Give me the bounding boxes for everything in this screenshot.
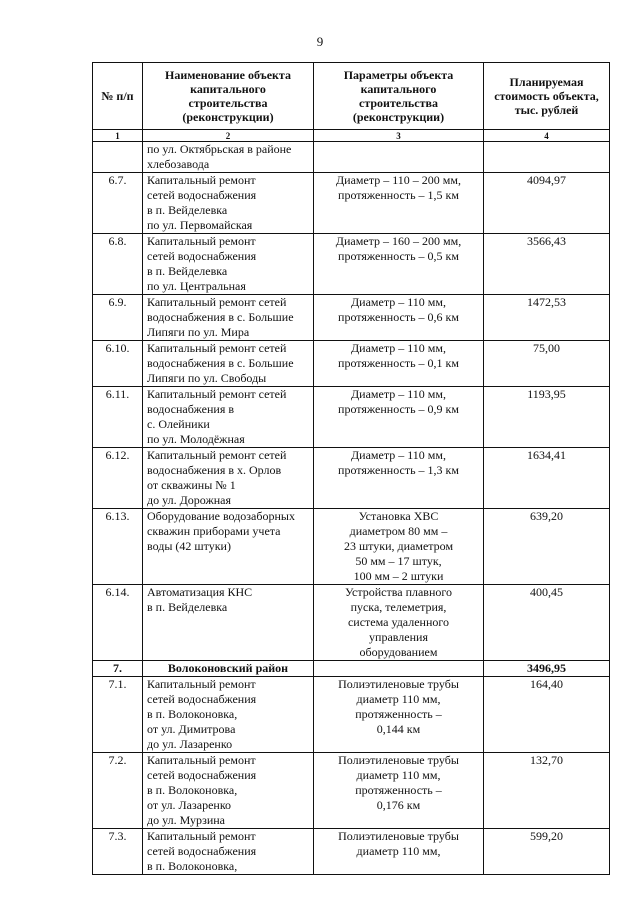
text-line: Планируемая [509, 75, 584, 89]
text-line: диаметром 80 мм – [349, 524, 448, 538]
text-line: протяженность – 1,3 км [338, 463, 459, 477]
text-line: диаметр 110 мм, [356, 692, 441, 706]
text-line: по ул. Первомайская [147, 218, 253, 232]
table-row [93, 341, 610, 387]
text-line: сетей водоснабжения [147, 188, 257, 202]
row-number: 6.12. [93, 448, 143, 509]
object-parameters [314, 585, 484, 661]
page-number: 9 [316, 34, 324, 49]
object-parameters [314, 448, 484, 509]
text-line: строительства [188, 96, 268, 110]
text-line: строительства [359, 96, 438, 110]
object-name [143, 173, 314, 234]
planned-cost: 164,40 [484, 677, 610, 753]
table-row [93, 173, 610, 234]
text-line: 0,176 км [376, 798, 421, 812]
table-row [93, 509, 610, 585]
text-line: Волоконовский район [167, 661, 289, 675]
object-parameters [314, 142, 484, 173]
text-line: Полиэтиленовые трубы [338, 753, 459, 767]
text-line: Диаметр – 110 – 200 мм, [336, 173, 461, 187]
text-line: Капитальный ремонт [147, 829, 256, 843]
planned-cost: 1472,53 [484, 295, 610, 341]
table-row [93, 753, 610, 829]
text-line: Капитальный ремонт сетей [147, 341, 287, 355]
text-line: капитального [190, 82, 266, 96]
text-line: воды (42 штуки) [147, 539, 231, 553]
text-line: протяженность – [355, 783, 442, 797]
row-number: 6.7. [93, 173, 143, 234]
text-line: Капитальный ремонт сетей [147, 295, 287, 309]
row-number: 6.14. [93, 585, 143, 661]
planned-cost: 1634,41 [484, 448, 610, 509]
text-line: Автоматизация КНС [147, 585, 253, 599]
text-line: с. Олейники [147, 417, 210, 431]
text-line: Диаметр – 110 мм, [351, 448, 446, 462]
column-number: 1 [93, 130, 143, 142]
row-number [93, 142, 143, 173]
object-name [143, 448, 314, 509]
text-line: сетей водоснабжения [147, 768, 257, 782]
object-name [143, 295, 314, 341]
text-line: до ул. Дорожная [147, 493, 232, 507]
text-line: протяженность – 0,6 км [338, 310, 459, 324]
text-line: пуска, телеметрия, [350, 600, 447, 614]
object-name [143, 585, 314, 661]
text-line: Капитальный ремонт [147, 677, 256, 691]
text-line: Полиэтиленовые трубы [338, 677, 459, 691]
object-parameters [314, 387, 484, 448]
planned-cost [484, 142, 610, 173]
header-num [93, 63, 143, 130]
text-line: в п. Волоконовка, [147, 859, 238, 873]
text-line: протяженность – [355, 707, 442, 721]
table-row [93, 142, 610, 173]
table-row [93, 677, 610, 753]
text-line: хлебозавода [147, 157, 210, 171]
object-parameters [314, 509, 484, 585]
text-line: до ул. Мурзина [147, 813, 225, 827]
object-name [143, 677, 314, 753]
text-line: Липяги по ул. Мира [147, 325, 250, 339]
text-line: 23 штуки, диаметром [343, 539, 454, 553]
object-name [143, 142, 314, 173]
object-parameters [314, 173, 484, 234]
text-line: № п/п [101, 89, 134, 103]
text-line: водоснабжения в с. Большие [147, 310, 294, 324]
text-line: протяженность – 0,9 км [338, 402, 459, 416]
text-line: управления [369, 630, 428, 644]
text-line: по ул. Центральная [147, 279, 246, 293]
text-line: Оборудование водозаборных [147, 509, 295, 523]
text-line: оборудованием [359, 645, 438, 659]
header-object-name [143, 63, 314, 130]
table-row [93, 387, 610, 448]
text-line: водоснабжения в [147, 402, 235, 416]
section-row [93, 661, 610, 677]
text-line: Капитальный ремонт сетей [147, 448, 287, 462]
capital-construction-table [92, 62, 610, 875]
text-line: Липяги по ул. Свободы [147, 371, 267, 385]
text-line: протяженность – 0,5 км [338, 249, 459, 263]
text-line: водоснабжения в х. Орлов [147, 463, 282, 477]
text-line: до ул. Лазаренко [147, 737, 233, 751]
text-line: Капитальный ремонт [147, 234, 256, 248]
text-line: капитального [360, 82, 437, 96]
text-line: Капитальный ремонт сетей [147, 387, 287, 401]
text-line: скважин приборами учета [147, 524, 281, 538]
text-line: Капитальный ремонт [147, 753, 256, 767]
text-line: от скважины № 1 [147, 478, 236, 492]
table-row [93, 829, 610, 875]
object-name [143, 753, 314, 829]
table-header-row [93, 63, 610, 130]
row-number: 6.11. [93, 387, 143, 448]
text-line: система удаленного [347, 615, 450, 629]
column-number: 3 [314, 130, 484, 142]
text-line: диаметр 110 мм, [356, 844, 441, 858]
text-line: Диаметр – 110 мм, [351, 341, 446, 355]
text-line: Полиэтиленовые трубы [338, 829, 459, 843]
row-number: 7.2. [93, 753, 143, 829]
object-name [143, 509, 314, 585]
text-line: 0,144 км [376, 722, 421, 736]
text-line: Диаметр – 110 мм, [351, 295, 446, 309]
text-line: сетей водоснабжения [147, 249, 257, 263]
planned-cost: 3566,43 [484, 234, 610, 295]
text-line: Капитальный ремонт [147, 173, 256, 187]
table-row [93, 448, 610, 509]
planned-cost: 639,20 [484, 509, 610, 585]
text-line: 100 мм – 2 штуки [353, 569, 444, 583]
text-line: стоимость объекта, [494, 89, 599, 103]
table-row [93, 585, 610, 661]
text-line: протяженность – 1,5 км [338, 188, 459, 202]
text-line: в п. Волоконовка, [147, 783, 238, 797]
row-number: 7.3. [93, 829, 143, 875]
object-name [143, 829, 314, 875]
text-line: Параметры объекта [343, 68, 454, 82]
text-line: Установка ХВС [358, 509, 439, 523]
object-parameters [314, 234, 484, 295]
text-line: сетей водоснабжения [147, 692, 257, 706]
text-line: (реконструкции) [182, 110, 274, 124]
text-line: от ул. Димитрова [147, 722, 236, 736]
object-parameters [314, 753, 484, 829]
table-row [93, 295, 610, 341]
text-line: (реконструкции) [352, 110, 445, 124]
object-parameters [314, 295, 484, 341]
text-line: диаметр 110 мм, [356, 768, 441, 782]
object-parameters [314, 677, 484, 753]
object-parameters [314, 661, 484, 677]
planned-cost: 132,70 [484, 753, 610, 829]
text-line: в п. Вейделевка [147, 600, 228, 614]
object-parameters [314, 341, 484, 387]
text-line: в п. Волоконовка, [147, 707, 238, 721]
planned-cost: 3496,95 [484, 661, 610, 677]
text-line: Диаметр – 160 – 200 мм, [335, 234, 462, 248]
table-body [93, 142, 610, 875]
row-number: 6.8. [93, 234, 143, 295]
text-line: Диаметр – 110 мм, [351, 387, 446, 401]
row-number: 6.9. [93, 295, 143, 341]
object-name [143, 234, 314, 295]
text-line: сетей водоснабжения [147, 844, 257, 858]
text-line: протяженность – 0,1 км [338, 356, 459, 370]
column-number: 2 [143, 130, 314, 142]
text-line: в п. Вейделевка [147, 264, 228, 278]
row-number: 7.1. [93, 677, 143, 753]
row-number: 7. [93, 661, 143, 677]
planned-cost: 1193,95 [484, 387, 610, 448]
object-parameters [314, 829, 484, 875]
object-name [143, 661, 314, 677]
text-line: тыс. рублей [514, 103, 579, 117]
header-planned-cost [484, 63, 610, 130]
text-line: по ул. Молодёжная [147, 432, 245, 446]
text-line: в п. Вейделевка [147, 203, 228, 217]
text-line: 50 мм – 17 штук, [355, 554, 442, 568]
text-line: по ул. Октябрьская в районе [147, 142, 292, 156]
text-line: Наименование объекта [165, 68, 291, 82]
planned-cost: 400,45 [484, 585, 610, 661]
object-name [143, 341, 314, 387]
planned-cost: 4094,97 [484, 173, 610, 234]
text-line: Устройства плавного [344, 585, 453, 599]
column-number-row [93, 130, 610, 142]
row-number: 6.10. [93, 341, 143, 387]
table-row [93, 234, 610, 295]
planned-cost: 75,00 [484, 341, 610, 387]
object-name [143, 387, 314, 448]
row-number: 6.13. [93, 509, 143, 585]
header-object-params [314, 63, 484, 130]
text-line: от ул. Лазаренко [147, 798, 232, 812]
column-number: 4 [484, 130, 610, 142]
planned-cost: 599,20 [484, 829, 610, 875]
text-line: водоснабжения в с. Большие [147, 356, 294, 370]
